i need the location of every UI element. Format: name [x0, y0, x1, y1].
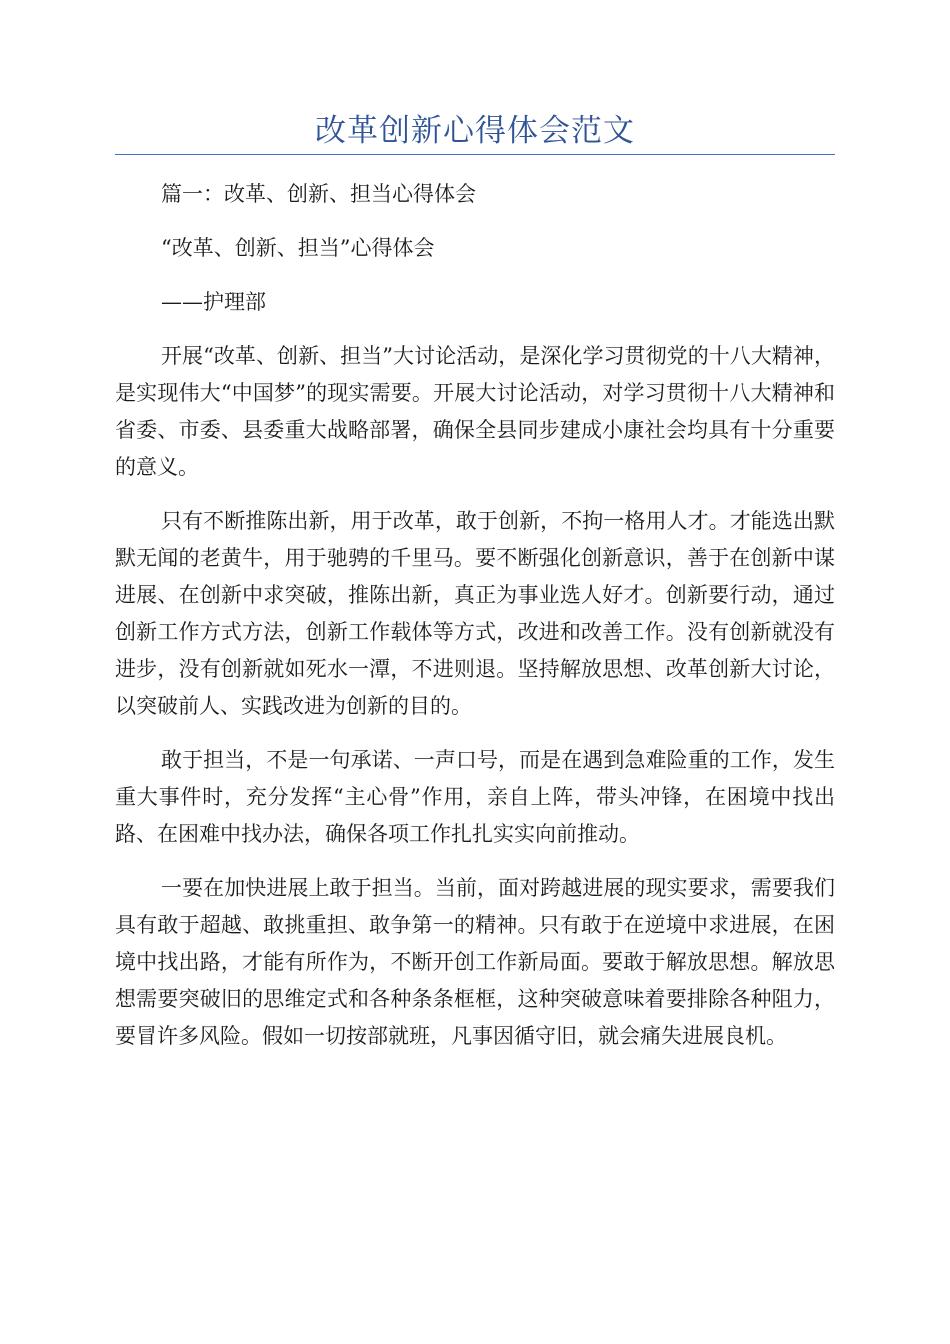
department-line: ——护理部: [161, 290, 266, 314]
document-body: [115, 176, 835, 1072]
subtitle: “改革、创新、担当”心得体会: [161, 236, 435, 260]
paragraph: 开展“改革、创新、担当”大讨论活动，是深化学习贯彻党的十八大精神，是实现伟大“中国梦”的现实需要。开展大讨论活动，对学习贯彻十八大精神和省委、市委、县委重大战略部署，确保全县同步建成小康社会均具有十分重要的意义。: [115, 344, 835, 479]
title-underline: [115, 154, 835, 155]
document-title: 改革创新心得体会范文: [315, 113, 635, 149]
paragraph: 敢于担当，不是一句承诺、一声口号，而是在遇到急难险重的工作，发生重大事件时，充分发挥“主心骨”作用，亲自上阵，带头冲锋，在困境中找出路、在困难中找办法，确保各项工作扎扎实实向前推动。: [115, 748, 835, 846]
section-heading: 篇一：改革、创新、担当心得体会: [161, 182, 476, 206]
paragraph: 只有不断推陈出新，用于改革，敢于创新，不拘一格用人才。才能选出默默无闻的老黄牛，用于驰骋的千里马。要不断强化创新意识，善于在创新中谋进展、在创新中求突破，推陈出新，真正为事业选人好才。创新要行动，通过创新工作方式方法，创新工作载体等方式，改进和改善工作。没有创新就没有进步，没有创新就如死水一潭，不进则退。坚持解放思想、改革创新大讨论，以突破前人、实践改进为创新的目的。: [115, 509, 835, 718]
paragraph: 一要在加快进展上敢于担当。当前，面对跨越进展的现实要求，需要我们具有敢于超越、敢挑重担、敢争第一的精神。只有敢于在逆境中求进展，在困境中找出路，才能有所作为，不断开创工作新局面。要敢于解放思想。解放思想需要突破旧的思维定式和各种条条框框，这种突破意味着要排除各种阻力，要冒许多风险。假如一切按部就班，凡事因循守旧，就会痛失进展良机。: [115, 876, 835, 1048]
